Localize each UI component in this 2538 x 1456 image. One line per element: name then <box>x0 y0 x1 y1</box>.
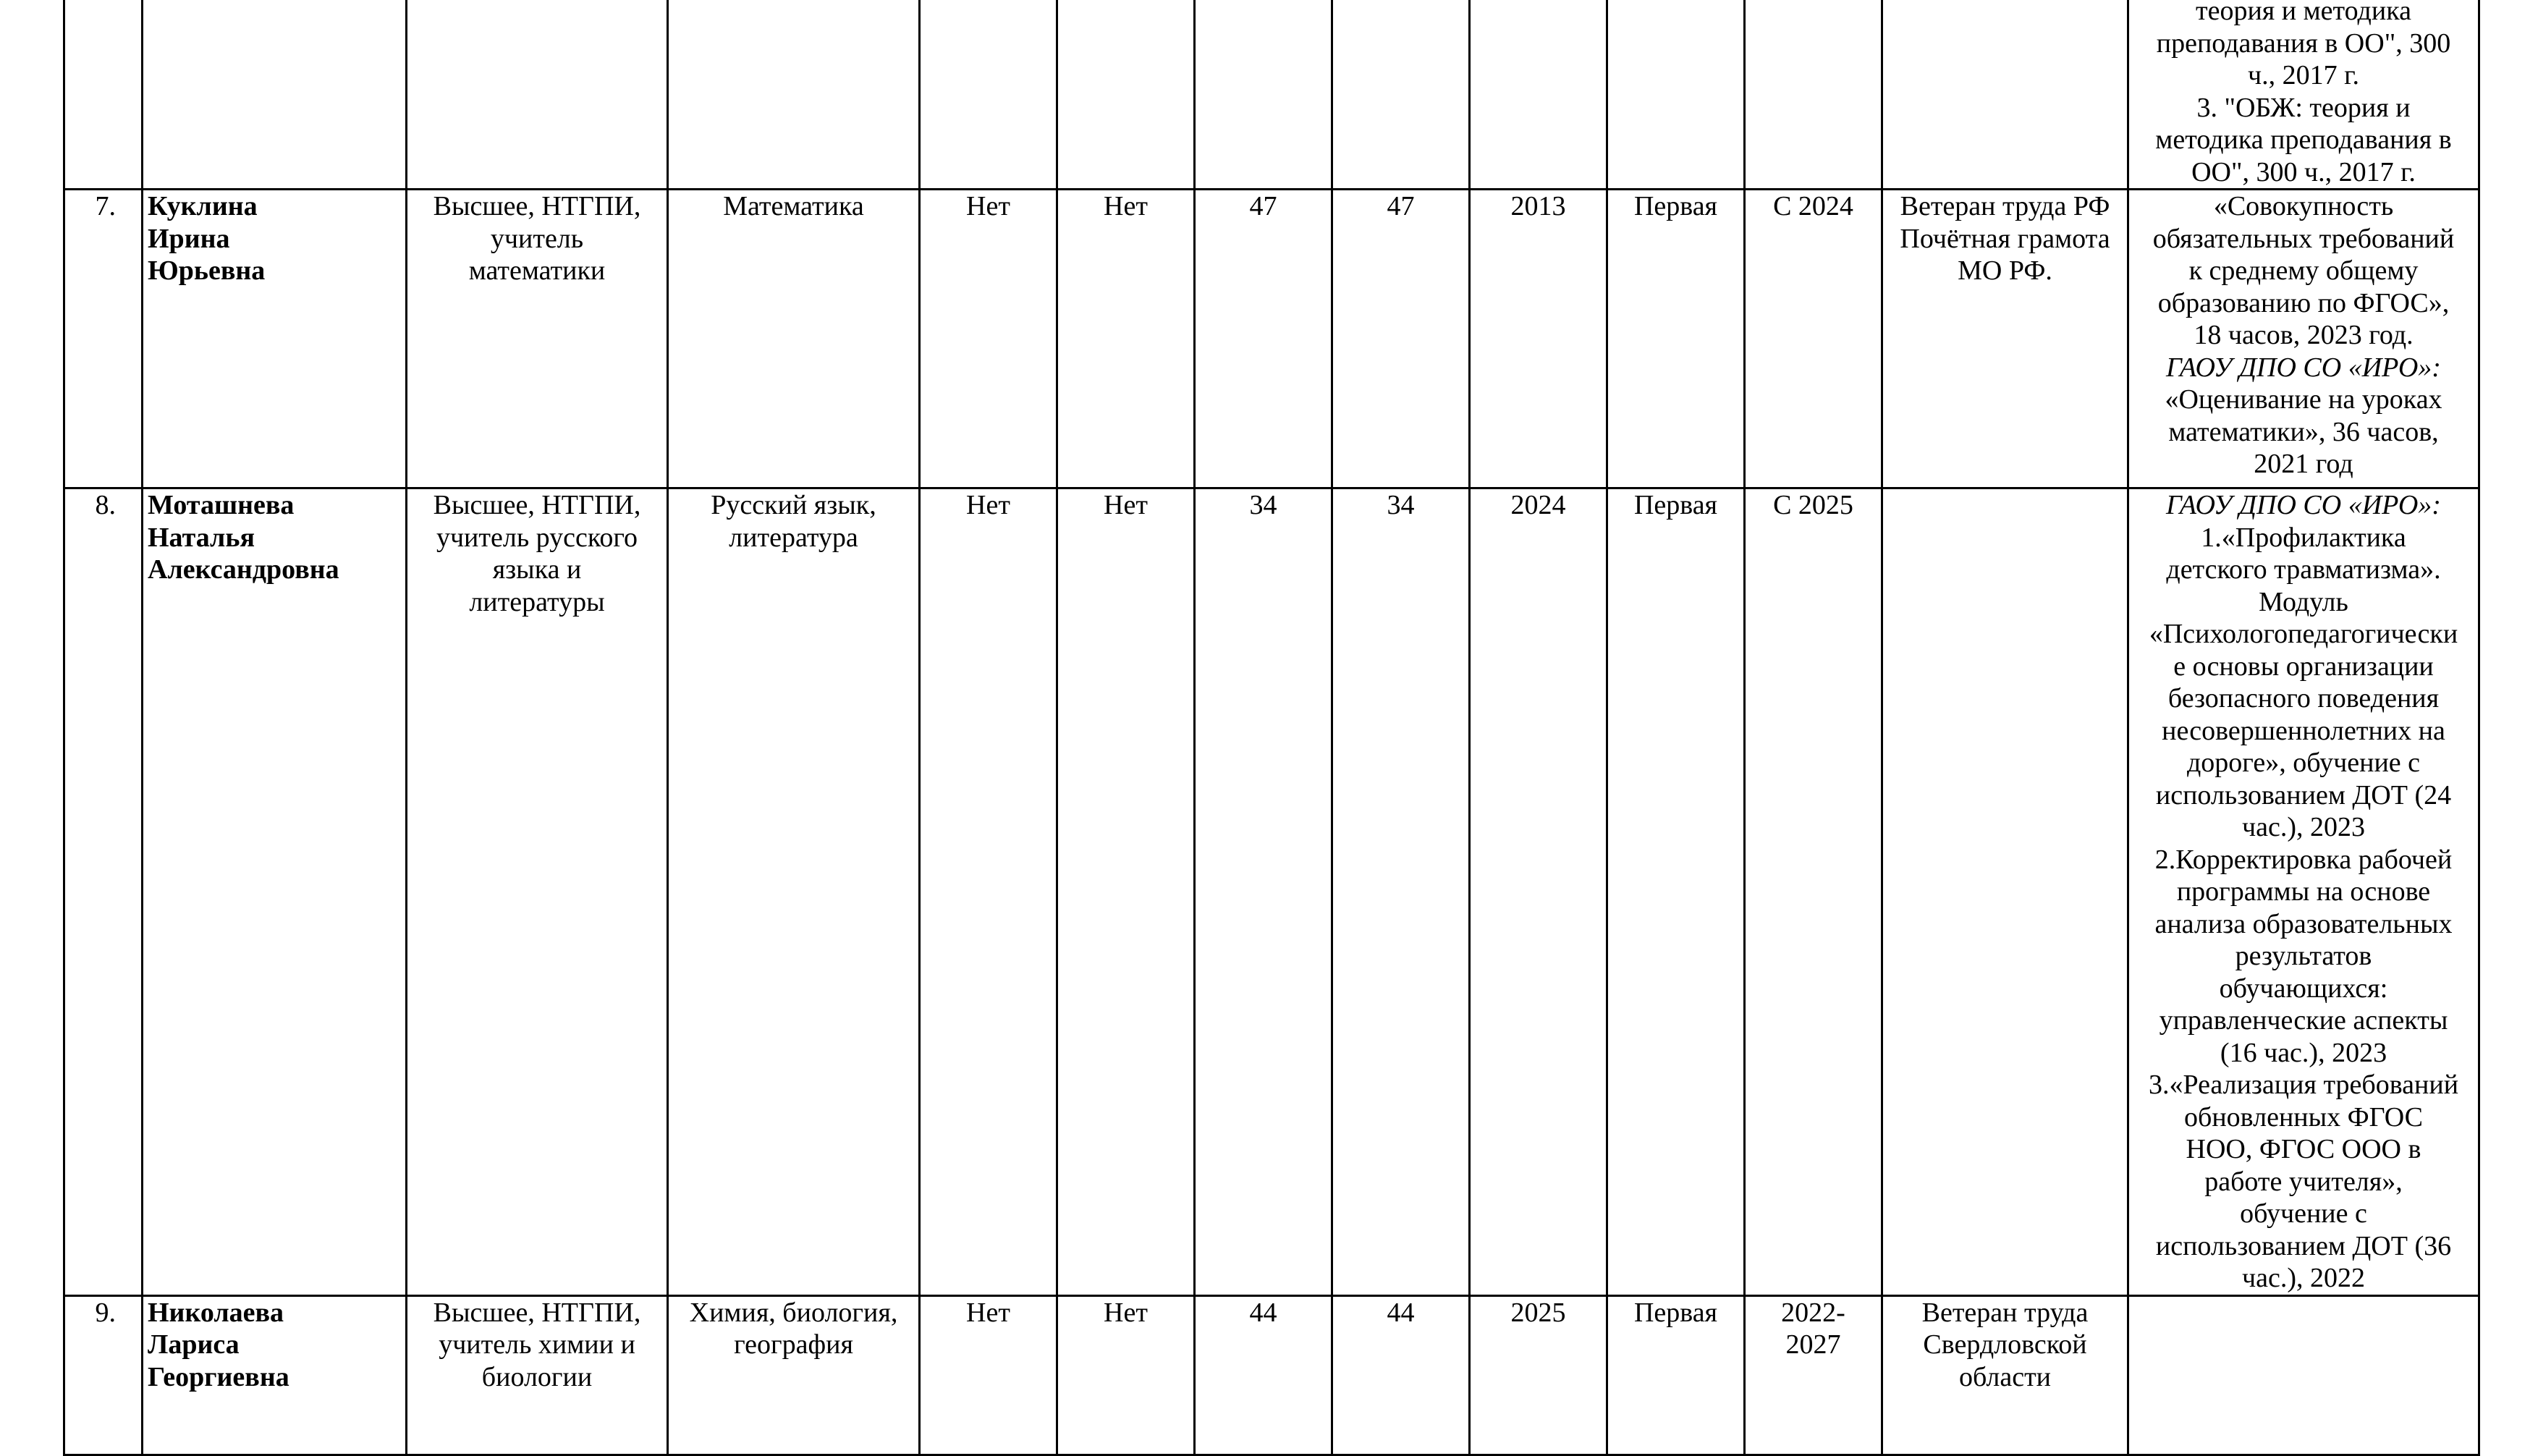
column-8: 2013 <box>1470 190 1607 488</box>
education-line: Высшее, НТГПИ, <box>433 191 641 221</box>
period-line: 2022- <box>1781 1297 1845 1328</box>
course-line: детского травматизма». <box>2166 554 2441 585</box>
row-number <box>64 0 143 190</box>
category: Первая <box>1607 488 1745 1296</box>
column-10 <box>1745 0 1882 190</box>
column-5: Нет <box>1057 190 1195 488</box>
name-line: Георгиевна <box>148 1361 289 1392</box>
name-line: Моташнева <box>148 490 295 520</box>
teacher-name <box>143 1295 407 1455</box>
column-7 <box>1332 0 1470 190</box>
course-line: (16 час.), 2023 <box>2220 1037 2387 1068</box>
course-line: ОО", 300 ч., 2017 г. <box>2191 156 2416 187</box>
subject-line: Химия, биология, <box>689 1297 898 1328</box>
course-line: 2021 год <box>2254 449 2353 479</box>
category: Первая <box>1607 1295 1745 1455</box>
name-line: Куклина <box>148 191 258 221</box>
education-line: Высшее, НТГПИ, <box>433 490 641 520</box>
table-row <box>64 190 2479 488</box>
teacher-name <box>143 190 407 488</box>
education <box>407 0 668 190</box>
course-line: час.), 2022 <box>2242 1263 2365 1293</box>
column-10 <box>1745 1295 1882 1455</box>
course-line: безопасного поведения <box>2167 683 2440 714</box>
name-line: Николаева <box>148 1297 284 1328</box>
teacher-name <box>143 0 407 190</box>
education-line: учитель <box>490 223 584 254</box>
table-row <box>64 1295 2479 1455</box>
course-line: несовершеннолетних на <box>2162 715 2445 746</box>
award-line: Свердловской <box>1923 1329 2087 1360</box>
column-8: 2024 <box>1470 488 1607 1296</box>
table-row <box>64 488 2479 1296</box>
courses <box>2128 1295 2479 1455</box>
column-4: Нет <box>920 488 1057 1296</box>
courses <box>2128 0 2479 190</box>
staff-table <box>63 0 2480 1456</box>
row-number: 8. <box>64 488 143 1296</box>
education-line: учитель русского <box>436 522 638 553</box>
course-line: «Психологопедагогически <box>2149 619 2458 649</box>
name-line: Ирина <box>148 223 230 254</box>
subject-line: география <box>734 1329 853 1360</box>
education <box>407 1295 668 1455</box>
column-5: Нет <box>1057 1295 1195 1455</box>
course-line: «Совокупность <box>2213 191 2394 221</box>
teacher-name <box>143 488 407 1296</box>
course-line: использованием ДОТ (24 <box>2155 779 2452 810</box>
course-line: теория и методика <box>2196 0 2411 26</box>
education-line: литературы <box>469 586 605 617</box>
course-line: использованием ДОТ (36 <box>2155 1230 2452 1261</box>
course-line: обязательных требований <box>2152 223 2455 254</box>
row-number: 9. <box>64 1295 143 1455</box>
award-line: Ветеран труда <box>1921 1297 2089 1328</box>
column-7: 44 <box>1332 1295 1470 1455</box>
column-6: 34 <box>1195 488 1332 1296</box>
period-line: 2027 <box>1785 1329 1841 1360</box>
column-8 <box>1470 0 1607 190</box>
period-line: С 2024 <box>1773 191 1853 221</box>
award-line: области <box>1958 1361 2052 1392</box>
course-line: час.), 2023 <box>2242 812 2365 842</box>
award-line: Почётная грамота <box>1900 223 2110 254</box>
awards <box>1882 0 2128 190</box>
award-line: Ветеран труда РФ <box>1900 191 2110 221</box>
course-line: анализа образовательных <box>2154 908 2453 939</box>
course-line: ч., 2017 г. <box>2248 60 2359 90</box>
education <box>407 488 668 1296</box>
courses <box>2128 190 2479 488</box>
subject <box>668 190 920 488</box>
course-line: НОО, ФГОС ООО в <box>2186 1134 2421 1164</box>
table-row <box>64 0 2479 190</box>
course-line: управленческие аспекты <box>2159 1005 2448 1036</box>
awards <box>1882 190 2128 488</box>
subject-line: Математика <box>723 191 864 221</box>
column-6 <box>1195 0 1332 190</box>
column-4 <box>920 0 1057 190</box>
education-line: учитель химии и <box>439 1329 635 1360</box>
education-line: Высшее, НТГПИ, <box>433 1297 641 1328</box>
course-line: образованию по ФГОС», <box>2157 287 2450 318</box>
column-4: Нет <box>920 1295 1057 1455</box>
course-line: результатов <box>2235 941 2372 971</box>
subject <box>668 488 920 1296</box>
column-10 <box>1745 488 1882 1296</box>
course-line: программы на основе <box>2176 876 2431 907</box>
course-line: обучение с <box>2240 1198 2367 1229</box>
name-line: Александровна <box>148 554 339 585</box>
column-10 <box>1745 190 1882 488</box>
course-line: ГАОУ ДПО СО «ИРО»: <box>2166 490 2441 520</box>
subject <box>668 1295 920 1455</box>
courses <box>2128 488 2479 1296</box>
course-line: 18 часов, 2023 год. <box>2194 320 2414 350</box>
award-line: МО РФ. <box>1958 255 2052 286</box>
category <box>1607 0 1745 190</box>
course-line: обновленных ФГОС <box>2184 1101 2423 1133</box>
course-line: 3. "ОБЖ: теория и <box>2196 92 2411 123</box>
name-line: Наталья <box>148 522 255 553</box>
period-line: С 2025 <box>1773 490 1853 520</box>
column-7: 34 <box>1332 488 1470 1296</box>
column-6: 47 <box>1195 190 1332 488</box>
column-8: 2025 <box>1470 1295 1607 1455</box>
column-5 <box>1057 0 1195 190</box>
course-line: преподавания в ОО", 300 <box>2156 27 2451 59</box>
course-line: к среднему общему <box>2188 255 2419 286</box>
course-line: 2.Корректировка рабочей <box>2154 844 2453 875</box>
course-line: 3.«Реализация требований <box>2148 1070 2459 1100</box>
table-body <box>64 0 2479 1455</box>
awards <box>1882 488 2128 1296</box>
course-line: Модуль <box>2259 586 2348 617</box>
name-line: Лариса <box>148 1329 240 1360</box>
category: Первая <box>1607 190 1745 488</box>
column-7: 47 <box>1332 190 1470 488</box>
awards <box>1882 1295 2128 1455</box>
column-4: Нет <box>920 190 1057 488</box>
course-line: математики», 36 часов, <box>2168 416 2439 447</box>
column-5: Нет <box>1057 488 1195 1296</box>
education <box>407 190 668 488</box>
column-6: 44 <box>1195 1295 1332 1455</box>
course-line: ГАОУ ДПО СО «ИРО»: <box>2166 352 2441 383</box>
education-line: биологии <box>481 1361 593 1392</box>
subject <box>668 0 920 190</box>
education-line: языка и <box>492 554 582 585</box>
course-line: методика преподавания в <box>2155 124 2452 155</box>
course-line: 1.«Профилактика <box>2201 522 2406 553</box>
course-line: обучающихся: <box>2219 973 2388 1004</box>
subject-line: Русский язык, <box>711 490 876 520</box>
course-line: работе учителя», <box>2204 1166 2403 1197</box>
education-line: математики <box>468 255 606 286</box>
name-line: Юрьевна <box>148 255 266 286</box>
row-number: 7. <box>64 190 143 488</box>
course-line: дороге», обучение с <box>2186 748 2421 778</box>
subject-line: литература <box>729 522 858 553</box>
course-line: «Оценивание на уроках <box>2165 384 2442 415</box>
course-line: е основы организации <box>2173 651 2434 682</box>
